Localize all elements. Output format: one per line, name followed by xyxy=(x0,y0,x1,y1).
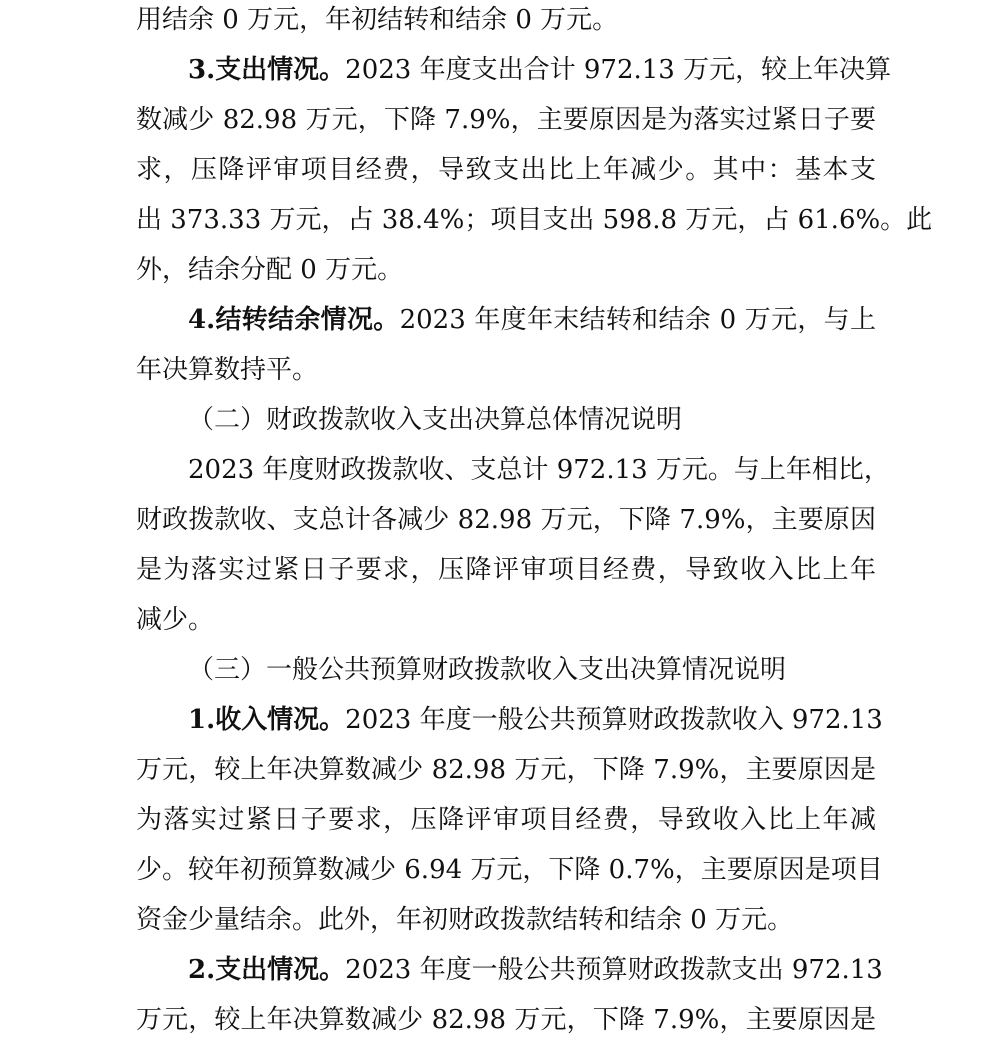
paragraph-carryover-line xyxy=(136,302,876,338)
text-line: 2023 年度财政拨款收、支总计 972.13 万元。与上年相比， xyxy=(188,455,890,485)
text-span: 2023 年度年末结转和结余 0 万元，与上 xyxy=(399,305,876,335)
section-heading-3: （三）一般公共预算财政拨款收入支出决算情况说明 xyxy=(188,655,787,685)
text-span: 2023 年度支出合计 972.13 万元，较上年决算 xyxy=(345,55,892,85)
text-line: 万元，较上年决算数减少 82.98 万元，下降 7.9%，主要原因是 xyxy=(136,755,876,785)
text-line: 外，结余分配 0 万元。 xyxy=(136,255,404,285)
section-heading-2: （二）财政拨款收入支出决算总体情况说明 xyxy=(188,405,683,435)
text-line: 为落实过紧日子要求，压降评审项目经费，导致收入比上年减 xyxy=(136,805,876,835)
text-line: 资金少量结余。此外，年初财政拨款结转和结余 0 万元。 xyxy=(136,905,794,935)
section-title-income: 1.收入情况。 xyxy=(188,705,346,735)
text-span: 2023 年度一般公共预算财政拨款支出 972.13 xyxy=(345,955,883,985)
text-line: 年决算数持平。 xyxy=(136,355,319,385)
text-line: 减少。 xyxy=(136,605,215,635)
text-line: 少。较年初预算数减少 6.94 万元，下降 0.7%，主要原因是项目 xyxy=(136,855,883,885)
text-line: 出 373.33 万元，占 38.4%；项目支出 598.8 万元，占 61.6%。此 xyxy=(136,205,933,235)
section-title-public-expenditure: 2.支出情况。 xyxy=(188,955,346,985)
text-line: 用结余 0 万元，年初结转和结余 0 万元。 xyxy=(136,5,619,35)
text-line: 万元，较上年决算数减少 82.98 万元，下降 7.9%，主要原因是 xyxy=(136,1005,876,1035)
paragraph-public-expenditure-line xyxy=(136,952,883,988)
section-title-expenditure: 3.支出情况。 xyxy=(188,55,346,85)
text-line: 求，压降评审项目经费，导致支出比上年减少。其中：基本支 xyxy=(136,155,876,185)
text-line: 数减少 82.98 万元，下降 7.9%，主要原因是为落实过紧日子要 xyxy=(136,105,876,135)
section-title-carryover: 4.结转结余情况。 xyxy=(188,305,400,335)
text-line: 财政拨款收、支总计各减少 82.98 万元，下降 7.9%，主要原因 xyxy=(136,505,876,535)
paragraph-expenditure-line xyxy=(136,52,892,88)
paragraph-income-line xyxy=(136,702,883,738)
text-span: 2023 年度一般公共预算财政拨款收入 972.13 xyxy=(345,705,883,735)
text-line: 是为落实过紧日子要求，压降评审项目经费，导致收入比上年 xyxy=(136,555,876,585)
